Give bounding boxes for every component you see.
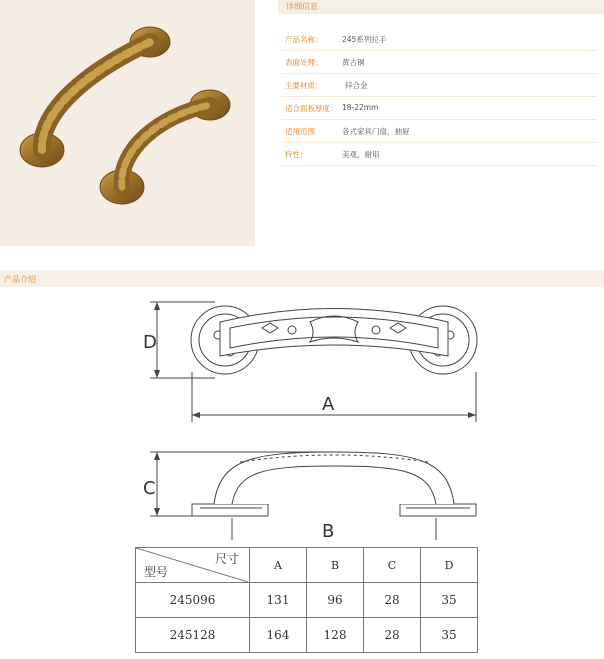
info-row-name [282,28,597,51]
column-header: C [364,548,421,583]
info-key: 适合面板厚度： [285,104,338,113]
corner-size-label: 尺寸 [214,552,239,566]
technical-drawing [0,290,604,540]
info-value: 锌合金 [345,81,368,90]
handle-photo-illustration [0,0,255,246]
cell-b: 96 [307,583,364,618]
table-row [136,583,478,618]
info-row-finish [282,51,597,74]
intro-header [0,270,604,287]
corner-model-label: 型号 [144,565,169,579]
small-handle [100,90,230,204]
table-header-row [136,548,478,583]
column-header: B [307,548,364,583]
info-value: 245系列拉手 [342,35,387,44]
spec-table [135,547,478,653]
info-key: 适用范围 [285,127,315,136]
detail-title: 详细信息 [286,2,318,11]
info-value: 黄古铜 [342,58,365,67]
info-row-feature [282,143,597,166]
label-a: A [322,394,335,415]
info-value: 美观，耐用 [342,150,380,159]
product-photo [0,0,255,246]
table-row [136,618,478,653]
top-view [150,302,477,422]
column-header: D [421,548,478,583]
label-b: B [322,521,335,540]
detail-header [278,0,604,14]
large-handle [20,27,170,167]
cell-b: 128 [307,618,364,653]
info-key: 特性： [285,150,308,159]
info-value: 各式家具门扇，抽屉 [342,127,410,136]
info-row-thickness [282,97,597,120]
table-corner-cell [136,548,250,583]
info-row-material [282,74,597,97]
cell-model: 245128 [136,618,250,653]
column-header: A [250,548,307,583]
cell-a: 164 [250,618,307,653]
cell-a: 131 [250,583,307,618]
label-c: C [143,478,156,499]
cell-model: 245096 [136,583,250,618]
cell-d: 35 [421,618,478,653]
cell-c: 28 [364,583,421,618]
intro-title: 产品介绍 [4,275,36,284]
label-d: D [143,332,157,353]
info-key: 主要材质： [285,81,323,90]
cell-c: 28 [364,618,421,653]
info-value: 18-22mm [342,103,379,112]
info-key: 产品名称： [285,35,323,44]
info-row-usage [282,120,597,143]
cell-d: 35 [421,583,478,618]
info-key: 表面处理： [285,58,323,67]
side-view [150,452,476,540]
